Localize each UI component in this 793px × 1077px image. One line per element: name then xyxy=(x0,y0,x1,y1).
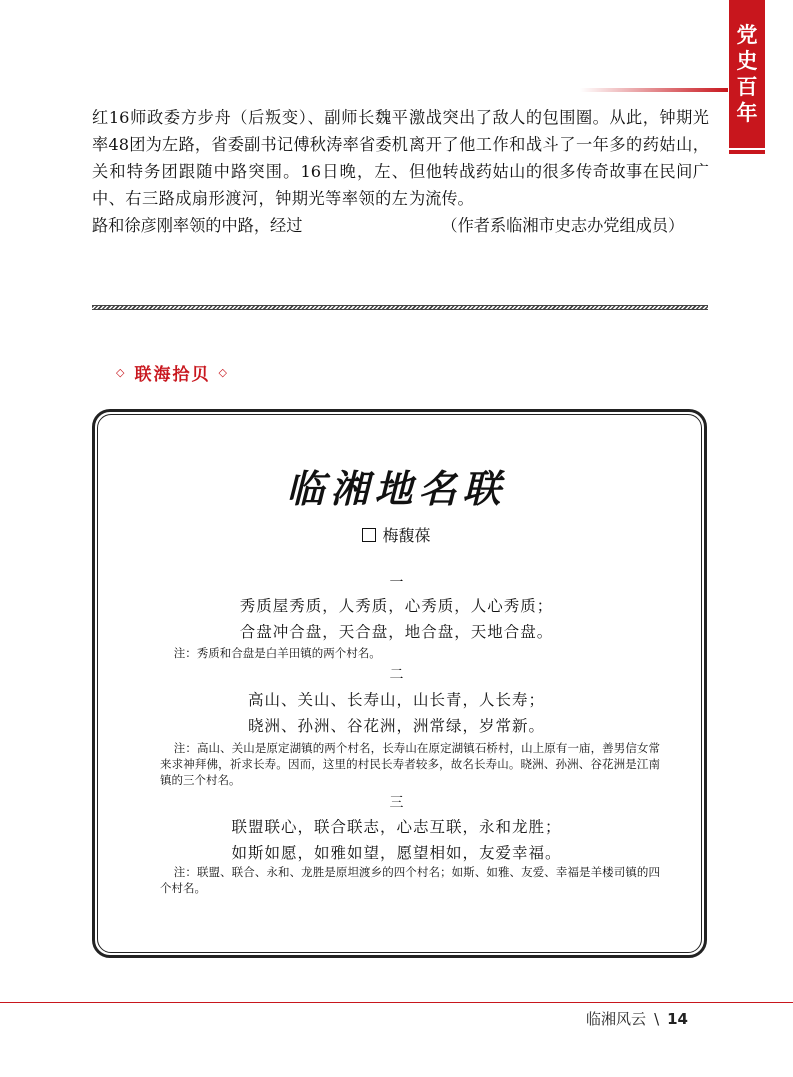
tab-char: 年 xyxy=(736,101,758,125)
couplet-line: 秀质屋秀质，人秀质，心秀质，人心秀质； xyxy=(239,597,554,615)
diamond-icon: ◇ xyxy=(116,366,127,379)
tab-char: 史 xyxy=(736,49,758,73)
poem-title: 临湘地名联 xyxy=(286,466,507,511)
section-title: 联海拾贝 xyxy=(134,365,211,385)
couplet-number: 一 xyxy=(389,575,404,591)
tab-char: 百 xyxy=(736,75,758,99)
couplet-number: 三 xyxy=(389,795,404,811)
article-text-left: 红16师政委方步舟（后叛变）、副师长魏平率48团为左路，省委副书记傅秋涛率省委机关和特务团跟随中路突围。16日晚，左、中、右三路成扇形渡河，钟期光等率领的左路和徐彦刚率领的中路，经过 xyxy=(92,108,408,235)
couplet-note: 注：秀质和合盘是白羊田镇的两个村名。 xyxy=(173,646,381,660)
section-tab xyxy=(729,0,765,148)
tab-underline xyxy=(729,150,765,154)
article-column-left xyxy=(92,104,408,239)
couplet-note: 注：联盟、联合、永和、龙胜是原坦渡乡的四个村名；如斯、如雅、友爱、幸福是羊楼司镇的四个村名。 xyxy=(160,865,660,895)
square-icon xyxy=(362,528,376,542)
footer-separator: \ xyxy=(654,1009,660,1028)
couplet-line: 高山、关山、长寿山，山长青，人长寿； xyxy=(247,691,545,709)
page-number: 14 xyxy=(667,1009,688,1028)
author-name: 梅馥葆 xyxy=(382,526,431,545)
diamond-icon: ◇ xyxy=(218,366,229,379)
section-heading xyxy=(108,360,237,385)
author-note: （作者系临湘市史志办党组成员） xyxy=(441,216,685,235)
article-column-right xyxy=(409,104,709,239)
couplet-line: 如斯如愿，如雅如望，愿望相如，友爱幸福。 xyxy=(231,844,562,862)
poem-author xyxy=(0,523,793,546)
header-fade-line xyxy=(580,88,728,92)
couplet-number: 二 xyxy=(389,667,404,683)
couplet-line: 联盟联心，联合联志，心志互联，永和龙胜； xyxy=(231,818,562,836)
page-footer xyxy=(586,1008,688,1029)
couplet-line: 晓洲、孙洲、谷花洲，洲常绿，岁常新。 xyxy=(247,717,545,735)
article-text-right: 激战突出了敌人的包围圈。从此，钟期光离开了他工作和战斗了一年多的药姑山，但他转战药姑山的很多传奇故事在民间广为流传。 xyxy=(409,108,709,208)
couplet-note: 注：高山、关山是原定湖镇的两个村名，长寿山在原定湖镇石桥村，山上原有一庙，善男信女常来求神拜佛，祈求长寿。因而，这里的村民长寿者较多，故名长寿山。晓洲、孙洲、谷花洲是江南镇的三个村名。 xyxy=(160,741,660,787)
section-divider xyxy=(92,305,708,310)
magazine-name: 临湘风云 xyxy=(586,1010,647,1028)
couplet-line: 合盘冲合盘，天合盘，地合盘，天地合盘。 xyxy=(239,623,554,641)
footer-rule xyxy=(0,1002,793,1003)
tab-char: 党 xyxy=(736,23,758,47)
